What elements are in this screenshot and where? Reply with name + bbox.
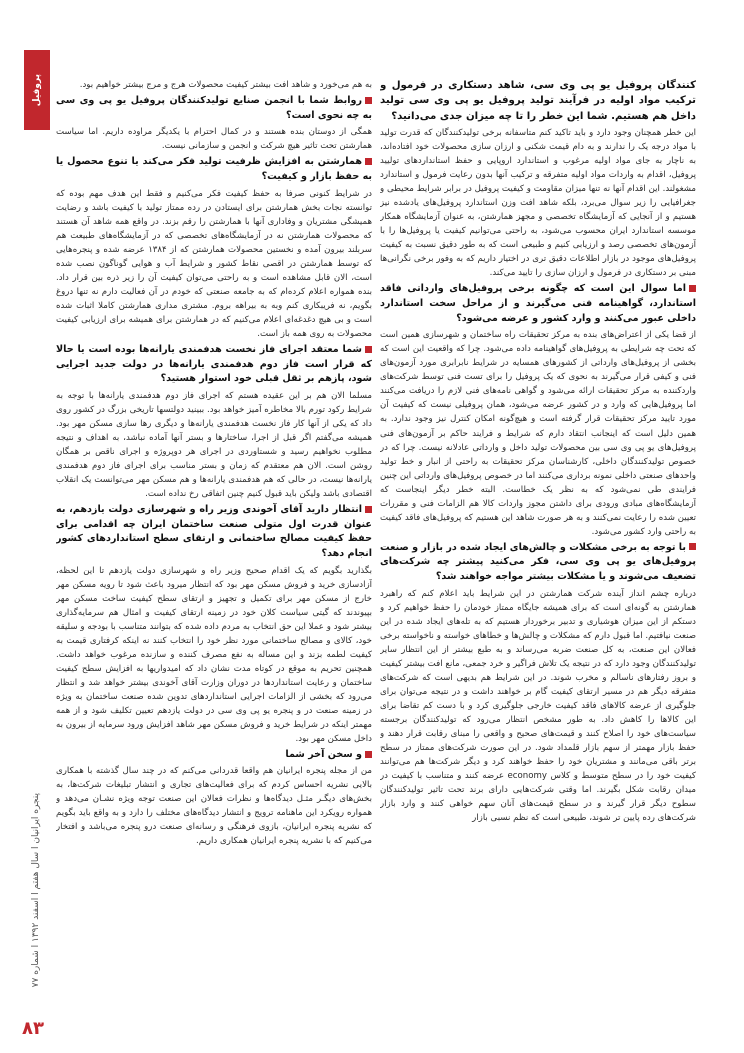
question-heading <box>56 343 372 387</box>
subheading-text: و سخن آخر شما <box>285 749 362 761</box>
answer-paragraph: بگذارید بگویم که یک اقدام صحیح وزیر راه و شهرسازی دولت یازدهم تا این لحظه، آزادسازی خرید و فروش مسکن مهر بود که انتظار میرود باعث شود تا رویه مسکن مهر خارج از مسکن مهر برای تکمیل و تجهیز و ارتقای سطح کیفیت ساخت مسکن مهر بپیوندند که گیتی سیاست کلان خود در زمینه ارتقای کیفیت و امثال هم سرمایه‌گذاری بیشتر شود و عملا این حق انتخاب به مردم داده شده که بتوانند متناسب با بودجه و سلیقه خود، کالای و مصالح ساختمانی مورد نظر خود را انتخاب کنند نه اینکه کرفتاری قیمت به کیفیت لطمه بزند و این مساله به نفع مصرف کننده و سازنده مرغوب خواهد داشت. همچنین تحریم به موقع در کوتاه مدت نشان داد که امیدواریها به افزایش سطح کیفیت ساختمان و رعایت استانداردها در دوران وزارت آقای آخوندی بیشتر خواهد شد و انتظار می‌رود که بخشی از الزامات اجرایی استانداردهای تدوین شده صنعت ساختمان به ویژه در زمینه صنعت در و پنجره یو پی وی سی در دولت یازدهم تعیین تکلیف شود و از همه مهمتر اینکه در شرایط خرید و فروش مسکن مهر شاهد افزایش ورود سرمایه از بیرون به داخل مسکن مهر بود. <box>56 565 372 745</box>
square-bullet-icon <box>365 97 372 104</box>
question-text: اما سوال این است که چگونه برخی پروفیل‌های وارداتی فاقد استاندارد، گواهینامه فنی می‌گیرند و از مراحل سخت استاندارد داخلی عبور می‌کنند و وارد کشور و عرضه می‌شود؟ <box>380 283 696 324</box>
question-lead: کنندگان پروفیل یو پی وی سی، شاهد دستکاری در فرمول و ترکیب مواد اولیه در فرآیند تولید پروفیل یو پی وی سی تولید داخل هم هستیم. شما این خطر را تا چه میزان جدی می‌دانید؟ <box>380 80 696 122</box>
right-column <box>380 78 696 983</box>
footer-text: پنجره ایرانیان ا سال هفتم ا اسفند ۱۳۹۲ ا شماره ۷۷ <box>31 792 41 988</box>
question-text: انتظار دارید آقای آخوندی وزیر راه و شهرسازی دولت یازدهم، به عنوان قدرت اول متولی صنعت ساختمان ایران چه اقدامی برای حفظ کیفیت مصالح ساختمانی و ارتقای سطح استانداردهای کشور انجام دهد؟ <box>56 504 372 559</box>
question-text: با توجه به برخی مشکلات و چالش‌های ایجاد شده در بازار و صنعت پروفیل‌های یو پی وی سی، فکر می‌کنید پیشتر چه شرکت‌های تضعیف می‌شوند و یا مشکلات بیشتر مواجه خواهند شد؟ <box>380 541 696 583</box>
section-tab <box>24 50 50 130</box>
subheading <box>56 748 372 762</box>
answer-paragraph: مسلما الان هم بر این عقیده هستم که اجرای فاز دوم هدفمندی یارانه‌ها با توجه به شرایط رکود تورم بالا مخاطره آمیز خواهد بود. ببینید دولتسها تاریخی بزرگ در کشور روی داد که یکی از آنها کار فاز نخست هدفمندی یارانه‌ها و دیگری رها سازی مسکن مهر بود. همیشه می‌گفتم اگر قبل از اجرا، ساختارها و بستر آنها آماده نباشد، به اهداف و نتیجه مطلوب نخواهیم رسید و شستاوردی در اجرای هر دوپروژه و اجرای ناقص بر همگان روشن است. الان هم معتقدم که زمان و بستر مناسب برای اجرای فاز دوم هدفمندی یارانه‌ها نیست، در حالی که هم هدفمندی یارانه‌ها و هم مسکن مهر می‌توانست یک انقلاب اقتصادی باشد ولیکن باید قبول کنیم چنین اتفاقی رخ نداده است. <box>56 390 372 500</box>
answer-paragraph: از قضا یکی از اعتراض‌های بنده به مرکز تحقیقات راه ساختمان و شهرسازی همین است که تحت چه شرایطی به پروفیل‌های گواهینامه داده می‌شود. چرا که واقعیت این است که بخشی از پروفیل‌های وارداتی از کشورهای همسایه در شرایط نابرابری مورد آزمون‌های فنی و کیفی قرار می‌گیرند به نحوی که یک پروفیل را برای تست فنی توسط شرکت‌های واردکننده به مرکز تحقیقات ارائه می‌شود و گواهی نامه‌های فنی لازم را دریافت می‌کنند اما پروفیل‌هایی که وارد و در کشور عرضه می‌شود، همان پروفیلی نیست که کیفیت آن مورد تایید مرکز تحقیقات قرار گرفته است و هیچ‌گونه امکان کنترل نیز وجود ندارد. به همین دلیل است که اینجانب انتقاد دارم که شرایط و فرایند حاکم بر آزمون‌های فنی پروفیل‌های یو پی وی سی بین محصولات تولید داخل و وارداتی عادلانه نیست. چرا که در خصوص تولیدکنندگان داخلی، کارشناسان مرکز تحقیقات به راحتی از انبار و خط تولید واحدهای صنعتی داخلی نمونه برداری می‌کنند اما در خصوص پروفیل‌های وارداتی این چنین فرایندی طی نمی‌شود که به نظر یک خطاست. البته خطر دیگر اینجاست که آزمایشگاه‌های مبادی ورودی برای داشتن مجوز واردات کالا هم الزامات فنی و مقررات تعیین شده را رعایت نمی‌کنند و به هر صورت شاهد این هستیم که پروفیل‌های فاقد کیفیت به راحتی وارد کشور می‌شود. <box>380 330 696 537</box>
square-bullet-icon <box>365 346 372 353</box>
footer-issue-info <box>26 760 46 1020</box>
answer-paragraph: من از مجله پنجره ایرانیان هم واقعا قدردانی می‌کنم که در چند سال گذشته با همکاری بالایی نشریه احساس کردم که برای فعالیت‌های تجاری و انتشار تبلیغات شرکت‌ها، به بخش‌های دیگـر مثـل دیدگاه‌ها و نظرات فعالان این صنعت توجه ویژه نشـان می‌دهد و همواره رویکرد این ماهنامه ترویج و انتشار دیدگاه‌های مختلف را دارد و به واقع باید بگویم که نشریه پنجره ایرانیان، بازوی فرهنگی و رسانه‌ای صنعت درو پنجره می‌باشد و افتخار می‌کنیم که با نشریه پنجره ایرانیان همکاری داریم. <box>56 766 372 847</box>
answer-paragraph: در شرایط کنونی صرفا به حفظ کیفیت فکر می‌کنیم و فقط این هدف مهم بوده که توانسته نجات بخش همارشتن برای ایستادن در رده ممتاز تولید با کیفیت باشد و رضایت همیشگی مشتریان و وفاداری آنها با همارشتن را رقم بزند. در واقع همه شاهد آن هستند که محصولات همارشتن نه در آزمایشگاه‌های تخصصی که در آزمایشگاه‌های طبیعت هم سربلند بیرون آمده و نخستین محصولات همارشتن که از ۱۳۸۴ عرضه شده و پنجره‌هایی که توسط همارشتن در اقصی نقاط کشور و شرایط آب و هوایی گوناگون نصب شده است، الان قابل مشاهده است و به راحتی می‌توان کیفیت آن را زیر ذره بین قرار داد. بنده همواره اعلام کرده‌ام که به جامعه صنعتی که خودم در آن فعالیت دارم نه تنها دروغ بگویم، نه فریبکاری کنم وبه به بیراهه بروم. مشتری مداری همارشتن کاملا اثبات شده است و بی هیچ دغدغه‌ای اعلام می‌کنیم که در همارشتن برای همیشه برای ارزیابی کیفیت محصولات به روی همه باز است. <box>56 188 372 339</box>
answer-paragraph: همگی از دوستان بنده هستند و در کمال احترام با یکدیگر مراوده داریم. اما سیاست همارشتن تحت تاثیر هیچ شرکت و انجمن و سازمانی نیست. <box>56 127 372 152</box>
left-column <box>56 78 372 983</box>
answer-paragraph: این خطر همچنان وجود دارد و باید تاکید کنم متاسفانه برخی تولیدکنندگان که قدرت تولید با مواد درجه یک را ندارند و به دام قیمت شکنی و ارزان سازی محصولات خود افتاده‌اند، به ناچار به جای مواد اولیه مرغوب و استاندارد اروپایی و حفظ استانداردهای تولیید پروفیل، اقدام به واردات مواد اولیه متفرقه و ترکیب آنها بدون رعایت فرمول و استاندارد مشغولند. این اقدام آنها نه تنها میزان مقاومت و کیفیت پروفیل در برابر شرایط محیطی و جغرافیایی را زیر سوال می‌برد، بلکه شاهد افت وزن استاندارد پروفیل‌های یادشده نیز هستیم و از آنجایی که آزمایشگاه تخصصی و مجهز همارشتن، به عنوان آزمایشگاه همکار موسسه استاندارد ایران محسوب می‌شود، به راحتی می‌توانیم کیفیت یا پروفیل‌ها را با آزمون‌های تخصصی رصد و ارزیابی کنیم و طبیعی است که به طور دقیق نسبت به کیفیت پروفیل‌های موجود در بازار اطلاعات دقیق تری در اختیار داریم که به وفور برخی نگرانی‌ها مبنی بر دستکاری در فرمول و ارزان سازی را تایید می‌کند. <box>380 127 696 279</box>
question-heading <box>56 155 372 184</box>
question-heading <box>56 94 372 123</box>
answer-paragraph: به هم می‌خورد و شاهد افت بیشتر کیفیت محصولات هرج و مرج بیشتر خواهیم بود. <box>79 80 372 90</box>
question-heading <box>380 282 696 326</box>
square-bullet-icon <box>365 751 372 758</box>
square-bullet-icon <box>365 506 372 513</box>
section-label: پروفیل <box>32 73 42 107</box>
question-text: روابط شما با انجمن صنایع تولیدکنندگان پروفیل یو پی وی سی به چه نحوی است؟ <box>56 95 372 121</box>
square-bullet-icon <box>689 543 696 550</box>
question-heading <box>380 541 696 585</box>
question-text: شما معتقد اجرای فاز نخست هدفمندی یارانه‌ها بوده است یا حالا که قرار است فاز دوم هدفمندی یارانه‌ها در دولت جدید اجرایی شود، پازهم بر ثقل قبلی خود استوار هستید؟ <box>56 344 372 385</box>
question-heading <box>56 503 372 561</box>
square-bullet-icon <box>689 285 696 292</box>
answer-paragraph: درباره چشم انداز آینده شرکت همارشتن در این شرایط باید اعلام کنم که راهبرد همارشتن به گونه‌ای است که برای همیشه جایگاه ممتاز خودمان را حفظ خواهیم کرد و دستکم از این میزان هوشیاری و تدبیر برخوردار هستیم که به تله‌های ایجاد شده در این صنعت نیافتیم. اما قبول دارم که مشکلات و چالش‌ها و خطاهای خواسته و ناخواسته برخی فعالان این صنعت، به کل صنعت ضربه می‌رساند و به طبع بیشتر از این انتظار سایر تولیدکنندگان وجود دارد که در نتیجه یک تلاش فراگیر و خرد جمعی، مانع افت بیشتر کیفیت و بروز رفتارهای ناسالم و مخرب شوند. در این شرایط هم بدیهی است که شرکت‌های متفرقه دیگر هم در مسیر ارتقای کیفیت گام بر خواهند داشت و در نتیجه می‌توان برای جلوگیری از عرضه کالاهای فاقد کیفیت خارجی جلوگیری کرد و با دست کم تقاضا برای این کالاها را کاهش داد. به طور مشخص انتظار می‌رود که تولیدکنندگان برجسته سیاست‌های خود را اصلاح کنند و قیمت‌های صحیح و واقعی را مبنای رقابت قرار دهند و حفظ بازار مهمتر از سهم بازار قلمداد شود. در این صورت شرکت‌های ممتاز در سطح برتر باقی می‌مانند و مشتریان خود را حفظ خواهند کرد و دیگر شرکت‌ها هم می‌توانند کیفیت خود را در سطح متوسط و کلاس economy عرضه کنند و متناسب با کیفیت در میدان رقابت شکل بگیرند. اما وقتی شرکت‌هایی دارای برند تحت تاثیر تولیدکنندگان سطوح دیگر قرار گیرند و در سطح قیمت‌های آنان سهم خواهی کنند و وارد بازار شرکت‌های رده پایین تر شوند، طبیعی است که نظم نسبی بازار <box>380 588 696 824</box>
page-number: ۸۳ <box>22 1018 44 1039</box>
square-bullet-icon <box>365 158 372 165</box>
question-text: همارشتن به افزایش ظرفیت تولید فکر می‌کند یا تنوع محصول یا به حفظ بازار و کیفیت؟ <box>56 156 372 182</box>
